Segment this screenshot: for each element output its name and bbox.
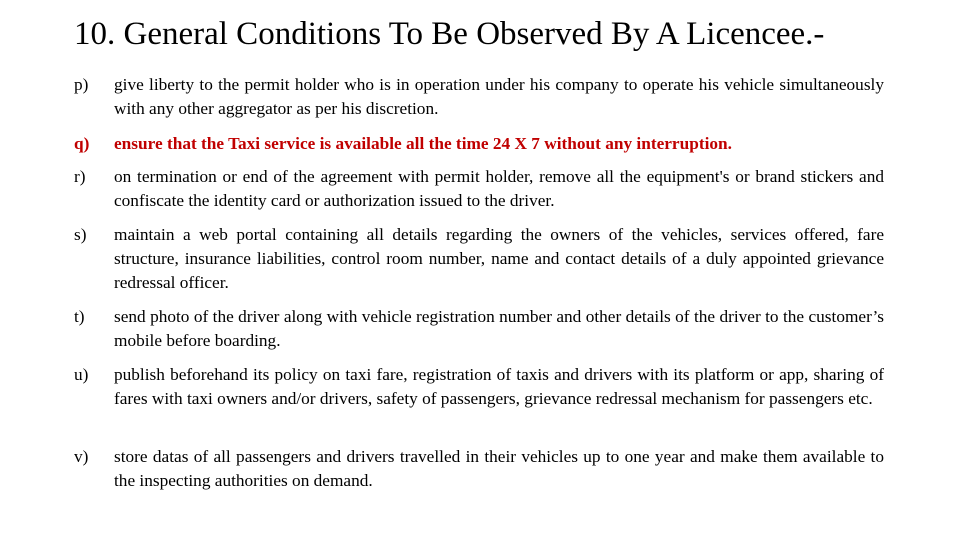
list-item-u xyxy=(74,363,884,411)
item-text: send photo of the driver along with vehicle registration number and other details of the driver to the customer’s mobile before boarding. xyxy=(114,307,884,350)
list-item-r xyxy=(74,165,884,213)
item-letter: s) xyxy=(74,225,87,244)
item-letter: p) xyxy=(74,75,89,94)
item-letter: t) xyxy=(74,307,85,326)
list-item-v xyxy=(74,445,884,493)
item-text: publish beforehand its policy on taxi fare, registration of taxis and drivers with its platform or app, sharing of fares with taxi owners and/or drivers, safety of passengers, grievance redressal mechanism for passengers etc. xyxy=(114,365,884,408)
item-letter: v) xyxy=(74,447,89,466)
item-text: give liberty to the permit holder who is in operation under his company to operate his vehicle simultaneously with any other aggregator as per his discretion. xyxy=(114,75,884,118)
item-text: store datas of all passengers and drivers travelled in their vehicles up to one year and make them available to the inspecting authorities on demand. xyxy=(114,447,884,490)
list-item-s xyxy=(74,223,884,295)
list-item-t xyxy=(74,305,884,353)
list-item-q xyxy=(74,132,884,156)
item-letter: u) xyxy=(74,365,89,384)
list-item-p xyxy=(74,73,884,121)
item-letter: q) xyxy=(74,134,90,153)
item-letter: r) xyxy=(74,167,86,186)
item-text: on termination or end of the agreement with permit holder, remove all the equipment's or brand stickers and confiscate the identity card or authorization issued to the driver. xyxy=(114,167,884,210)
item-text: ensure that the Taxi service is available all the time 24 X 7 without any interruption. xyxy=(114,134,732,153)
item-text: maintain a web portal containing all details regarding the owners of the vehicles, services offered, fare structure, insurance liabilities, control room number, name and contact details of a duly appointed grievance redressal officer. xyxy=(114,225,884,292)
slide-title: 10. General Conditions To Be Observed By A Licencee.- xyxy=(74,16,825,52)
